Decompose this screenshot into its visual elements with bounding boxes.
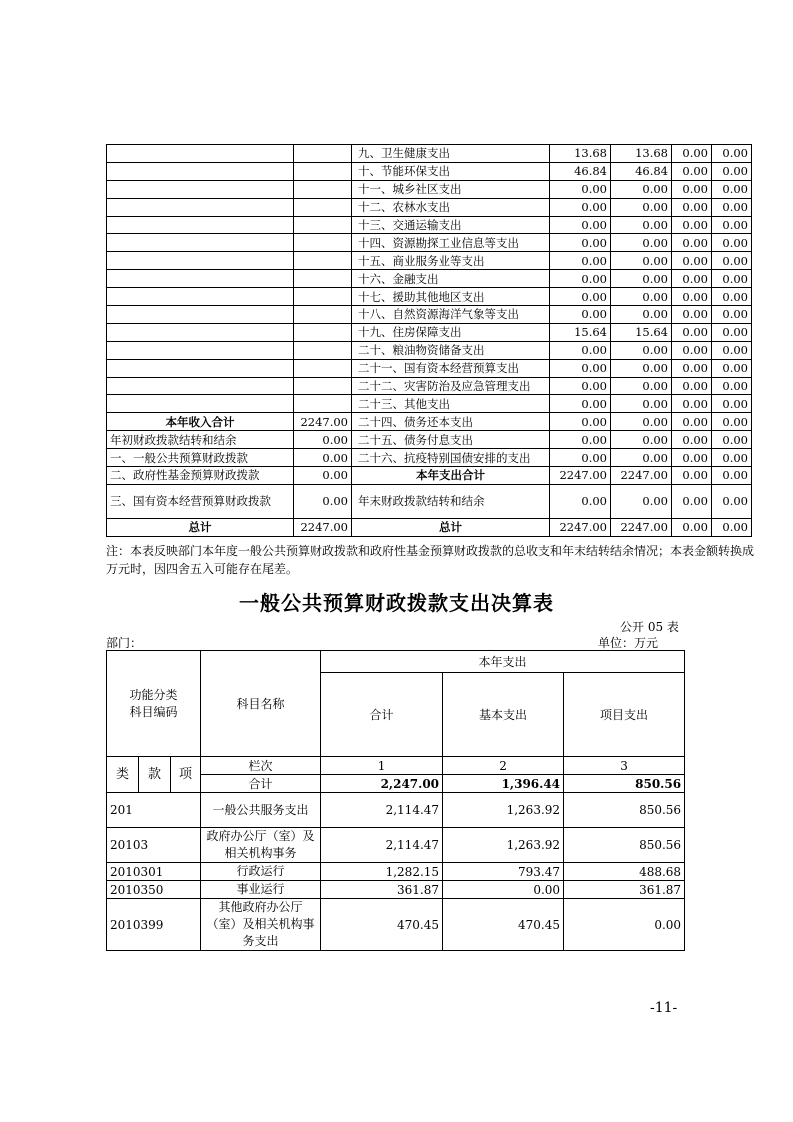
table-row: [107, 234, 752, 252]
expense-col3: 0.00: [672, 518, 712, 536]
income-label: [107, 180, 294, 198]
expense-col2: 15.64: [611, 323, 672, 341]
expense-col2: 0.00: [611, 198, 672, 216]
expense-item: 二十一、国有资本经营预算支出: [352, 359, 550, 377]
amount-basic: 1,263.92: [443, 793, 564, 828]
income-amount: 0.00: [294, 484, 352, 518]
expense-col2: 0.00: [611, 216, 672, 234]
expense-col4: 0.00: [712, 323, 752, 341]
header-total: 合计: [321, 673, 443, 757]
expense-col3: 0.00: [672, 431, 712, 449]
expense-item: 总计: [352, 518, 550, 536]
expense-col3: 0.00: [672, 145, 712, 163]
expense-col3: 0.00: [672, 234, 712, 252]
subject-code: 2010399: [107, 899, 201, 951]
subject-code: 201: [107, 793, 201, 828]
expense-item: 年末财政拨款结转和结余: [352, 484, 550, 518]
subject-name: 政府办公厅（室）及相关机构事务: [201, 828, 321, 863]
income-amount: 0.00: [294, 431, 352, 449]
income-label: 三、国有资本经营预算财政拨款: [107, 484, 294, 518]
expense-col3: 0.00: [672, 306, 712, 324]
income-amount: [294, 323, 352, 341]
amount-basic: 470.45: [443, 899, 564, 951]
table-row: [107, 162, 752, 180]
income-label: [107, 145, 294, 163]
table-row: [107, 899, 685, 951]
header-lei: 类: [107, 757, 139, 793]
expense-col2: 0.00: [611, 252, 672, 270]
expense-total: 0.00: [550, 234, 611, 252]
expense-col4: 0.00: [712, 234, 752, 252]
expense-total: 0.00: [550, 270, 611, 288]
income-amount: [294, 198, 352, 216]
expense-col2: 2247.00: [611, 518, 672, 536]
expense-col4: 0.00: [712, 306, 752, 324]
expense-item: 二十二、灾害防治及应急管理支出: [352, 377, 550, 395]
amount-project: 488.68: [564, 863, 685, 881]
subject-name: 行政运行: [201, 863, 321, 881]
expense-col2: 0.00: [611, 270, 672, 288]
expense-total: 0.00: [550, 180, 611, 198]
income-amount: [294, 341, 352, 359]
table-code: 公开 05 表: [620, 620, 679, 634]
expense-col4: 0.00: [712, 252, 752, 270]
expense-col4: 0.00: [712, 484, 752, 518]
amount-basic: 0.00: [443, 881, 564, 899]
expense-col3: 0.00: [672, 395, 712, 413]
unit-label: 单位：万元: [598, 636, 659, 650]
table-row: [107, 377, 752, 395]
sum-row-basic: 1,396.44: [443, 775, 564, 793]
income-label: 本年收入合计: [107, 413, 294, 431]
expense-col2: 0.00: [611, 288, 672, 306]
sum-row-project: 850.56: [564, 775, 685, 793]
income-expense-summary-table: [106, 144, 752, 537]
expense-col4: 0.00: [712, 216, 752, 234]
expense-col2: 0.00: [611, 377, 672, 395]
income-label: [107, 341, 294, 359]
amount-project: 361.87: [564, 881, 685, 899]
income-amount: 0.00: [294, 449, 352, 467]
expense-col3: 0.00: [672, 341, 712, 359]
amount-total: 1,282.15: [321, 863, 443, 881]
expense-item: 二十、粮油物资储备支出: [352, 341, 550, 359]
expense-total: 13.68: [550, 145, 611, 163]
expense-col2: 46.84: [611, 162, 672, 180]
expense-col2: 2247.00: [611, 467, 672, 485]
table-row: [107, 467, 752, 485]
expense-col4: 0.00: [712, 518, 752, 536]
expense-col2: 0.00: [611, 180, 672, 198]
expense-item: 十八、自然资源海洋气象等支出: [352, 306, 550, 324]
expense-col2: 0.00: [611, 359, 672, 377]
income-amount: [294, 359, 352, 377]
expense-total: 46.84: [550, 162, 611, 180]
expense-total: 0.00: [550, 216, 611, 234]
subject-code: 2010301: [107, 863, 201, 881]
income-amount: [294, 252, 352, 270]
expense-col3: 0.00: [672, 413, 712, 431]
expense-col2: 0.00: [611, 484, 672, 518]
expense-col3: 0.00: [672, 449, 712, 467]
income-amount: [294, 270, 352, 288]
expense-total: 0.00: [550, 395, 611, 413]
income-label: [107, 359, 294, 377]
expense-col2: 0.00: [611, 234, 672, 252]
expense-item: 十六、金融支出: [352, 270, 550, 288]
expense-col4: 0.00: [712, 377, 752, 395]
income-amount: [294, 180, 352, 198]
subject-name: 其他政府办公厅（室）及相关机构事务支出: [201, 899, 321, 951]
header-col2: 2: [443, 757, 564, 775]
income-label: [107, 288, 294, 306]
header-column-label: 栏次: [201, 757, 321, 775]
header-current-year: 本年支出: [321, 651, 685, 673]
expense-col4: 0.00: [712, 288, 752, 306]
page-number: -11-: [650, 1000, 678, 1016]
expense-col4: 0.00: [712, 270, 752, 288]
expense-col4: 0.00: [712, 162, 752, 180]
expense-col4: 0.00: [712, 180, 752, 198]
expense-item: 十七、援助其他地区支出: [352, 288, 550, 306]
sum-row-total: 2,247.00: [321, 775, 443, 793]
income-label: 总计: [107, 518, 294, 536]
expense-item: 十四、资源勘探工业信息等支出: [352, 234, 550, 252]
expense-col4: 0.00: [712, 198, 752, 216]
expense-total: 0.00: [550, 359, 611, 377]
expense-total: 2247.00: [550, 467, 611, 485]
income-label: [107, 162, 294, 180]
expense-col3: 0.00: [672, 467, 712, 485]
income-label: [107, 377, 294, 395]
amount-total: 2,114.47: [321, 828, 443, 863]
table-row: [107, 341, 752, 359]
expense-col3: 0.00: [672, 484, 712, 518]
subject-name: 一般公共服务支出: [201, 793, 321, 828]
amount-total: 2,114.47: [321, 793, 443, 828]
expense-item: 二十三、其他支出: [352, 395, 550, 413]
expense-col3: 0.00: [672, 377, 712, 395]
expense-col2: 0.00: [611, 413, 672, 431]
income-amount: [294, 216, 352, 234]
expense-item: 二十六、抗疫特别国债安排的支出: [352, 449, 550, 467]
income-amount: [294, 306, 352, 324]
expense-col2: 0.00: [611, 306, 672, 324]
expense-col3: 0.00: [672, 252, 712, 270]
income-label: [107, 252, 294, 270]
expense-item: 十二、农林水支出: [352, 198, 550, 216]
expense-total: 15.64: [550, 323, 611, 341]
expense-col2: 0.00: [611, 395, 672, 413]
amount-total: 361.87: [321, 881, 443, 899]
table-row: [107, 323, 752, 341]
expense-item: 二十五、债务付息支出: [352, 431, 550, 449]
expense-item: 十五、商业服务业等支出: [352, 252, 550, 270]
table-row: [107, 288, 752, 306]
table-row: [107, 413, 752, 431]
expense-total: 2247.00: [550, 518, 611, 536]
header-project: 项目支出: [564, 673, 685, 757]
table-row: [107, 449, 752, 467]
income-label: [107, 234, 294, 252]
table-row: [107, 359, 752, 377]
expense-col3: 0.00: [672, 288, 712, 306]
income-label: [107, 306, 294, 324]
expense-col3: 0.00: [672, 216, 712, 234]
expense-col4: 0.00: [712, 449, 752, 467]
table-row: [107, 484, 752, 518]
header-xiang: 项: [171, 757, 201, 793]
income-label: [107, 216, 294, 234]
expense-total: 0.00: [550, 306, 611, 324]
subject-name: 事业运行: [201, 881, 321, 899]
table-row: [107, 431, 752, 449]
income-label: [107, 395, 294, 413]
subject-code: 2010350: [107, 881, 201, 899]
income-amount: [294, 234, 352, 252]
expense-item: 十九、住房保障支出: [352, 323, 550, 341]
table-row: [107, 863, 685, 881]
expense-col4: 0.00: [712, 395, 752, 413]
table-row: [107, 198, 752, 216]
income-amount: 0.00: [294, 467, 352, 485]
income-label: 一、一般公共预算财政拨款: [107, 449, 294, 467]
income-label: [107, 270, 294, 288]
income-amount: [294, 145, 352, 163]
header-kuan: 款: [139, 757, 171, 793]
expense-col4: 0.00: [712, 341, 752, 359]
expense-col2: 0.00: [611, 431, 672, 449]
table-note: 注：本表反映部门本年度一般公共预算财政拨款和政府性基金预算财政拨款的总收支和年末结转结余情况；本表金额转换成万元时，因四舍五入可能存在尾差。: [106, 544, 755, 576]
table-row: [107, 252, 752, 270]
header-func-code: 功能分类科目编码: [107, 651, 201, 757]
department-label: 部门：: [106, 636, 143, 650]
expense-total: 0.00: [550, 449, 611, 467]
table-row: [107, 145, 752, 163]
table-row: [107, 793, 685, 828]
expense-col3: 0.00: [672, 323, 712, 341]
table-row: [107, 518, 752, 536]
expense-total: 0.00: [550, 484, 611, 518]
expenditure-table: [106, 650, 685, 951]
header-col1: 1: [321, 757, 443, 775]
income-label: 年初财政拨款结转和结余: [107, 431, 294, 449]
table-row: [107, 306, 752, 324]
header-basic: 基本支出: [443, 673, 564, 757]
income-amount: 2247.00: [294, 413, 352, 431]
amount-project: 850.56: [564, 828, 685, 863]
expense-col3: 0.00: [672, 198, 712, 216]
expense-total: 0.00: [550, 252, 611, 270]
expense-item: 十三、交通运输支出: [352, 216, 550, 234]
income-amount: [294, 395, 352, 413]
expense-item: 本年支出合计: [352, 467, 550, 485]
expense-total: 0.00: [550, 377, 611, 395]
sum-row-label: 合计: [201, 775, 321, 793]
income-amount: [294, 288, 352, 306]
expense-item: 九、卫生健康支出: [352, 145, 550, 163]
expense-col3: 0.00: [672, 162, 712, 180]
table-row: [107, 180, 752, 198]
income-label: 二、政府性基金预算财政拨款: [107, 467, 294, 485]
table-row: [107, 216, 752, 234]
income-amount: [294, 162, 352, 180]
expense-col4: 0.00: [712, 413, 752, 431]
expense-total: 0.00: [550, 288, 611, 306]
amount-total: 470.45: [321, 899, 443, 951]
income-amount: [294, 377, 352, 395]
amount-project: 850.56: [564, 793, 685, 828]
expense-col4: 0.00: [712, 145, 752, 163]
expense-total: 0.00: [550, 341, 611, 359]
subject-code: 20103: [107, 828, 201, 863]
expense-total: 0.00: [550, 431, 611, 449]
amount-project: 0.00: [564, 899, 685, 951]
expense-col2: 13.68: [611, 145, 672, 163]
expense-item: 十、节能环保支出: [352, 162, 550, 180]
page-title: 一般公共预算财政拨款支出决算表: [239, 591, 554, 615]
amount-basic: 793.47: [443, 863, 564, 881]
expense-col2: 0.00: [611, 449, 672, 467]
expense-item: 十一、城乡社区支出: [352, 180, 550, 198]
expense-col3: 0.00: [672, 180, 712, 198]
income-label: [107, 323, 294, 341]
table-row: [107, 270, 752, 288]
expense-total: 0.00: [550, 198, 611, 216]
expense-col2: 0.00: [611, 341, 672, 359]
header-col3: 3: [564, 757, 685, 775]
income-amount: 2247.00: [294, 518, 352, 536]
expense-col4: 0.00: [712, 431, 752, 449]
table-row: [107, 881, 685, 899]
table-row: [107, 828, 685, 863]
expense-item: 二十四、债务还本支出: [352, 413, 550, 431]
header-subject-name: 科目名称: [201, 651, 321, 757]
amount-basic: 1,263.92: [443, 828, 564, 863]
table-row: [107, 395, 752, 413]
income-label: [107, 198, 294, 216]
expense-col3: 0.00: [672, 270, 712, 288]
expense-col4: 0.00: [712, 359, 752, 377]
expense-col3: 0.00: [672, 359, 712, 377]
expense-col4: 0.00: [712, 467, 752, 485]
expense-total: 0.00: [550, 413, 611, 431]
